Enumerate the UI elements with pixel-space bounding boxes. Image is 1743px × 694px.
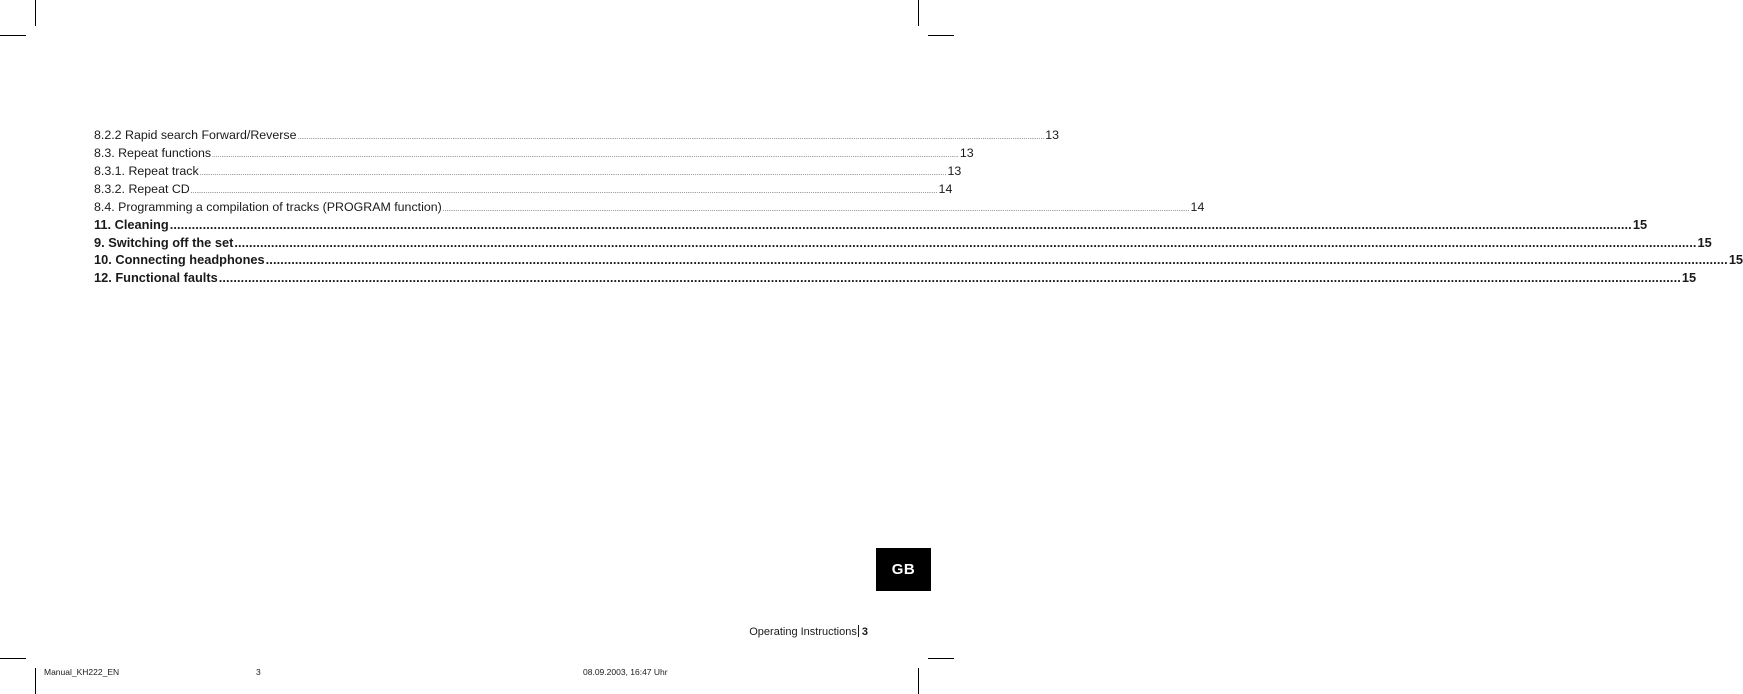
toc-entry-page-number: 14 (938, 182, 953, 196)
toc-dot-leader: ................................................................................................................................................................................................................................................................................................................................................................................................................ (199, 171, 947, 177)
toc-entry-title: 8.2.2 Rapid search Forward/Reverse (94, 128, 297, 142)
toc-entry (94, 269, 1697, 287)
footer-label: Operating Instructions (749, 626, 857, 638)
toc-entry (94, 234, 1712, 252)
crop-mark-top-left-horizontal (0, 35, 26, 36)
language-tab (876, 548, 931, 591)
crop-mark-bottom-right-vertical (918, 668, 919, 694)
toc-entry-title: 8.3. Repeat functions (94, 146, 212, 160)
toc-entry (94, 162, 962, 180)
toc-entry (94, 180, 953, 198)
crop-mark-bottom-left-vertical (35, 668, 36, 694)
toc-entry-page-number: 15 (1632, 217, 1648, 232)
toc-entry-title: 8.3.1. Repeat track (94, 164, 199, 178)
toc-entry (94, 216, 1648, 234)
slug-filename: Manual_KH222_EN (44, 667, 120, 677)
slug-sheet-number: 3 (256, 667, 261, 677)
toc-dot-leader: ................................................................................................................................................................................................................................................................................................................................................................................................................ (169, 217, 1632, 232)
toc-entry-title: 8.3.2. Repeat CD (94, 182, 190, 196)
toc-entry (94, 144, 974, 162)
toc-entry-page-number: 13 (959, 146, 974, 160)
table-of-contents (94, 126, 1743, 287)
crop-mark-bottom-left-horizontal (0, 658, 26, 659)
crop-mark-top-left-vertical (35, 0, 36, 26)
toc-entry-title: 10. Connecting headphones (94, 252, 265, 268)
crop-mark-top-right-horizontal (928, 35, 954, 36)
toc-entry (94, 126, 1060, 144)
toc-entry-page-number: 14 (1190, 200, 1205, 214)
toc-entry (94, 251, 1743, 269)
toc-entry-page-number: 15 (1697, 234, 1712, 250)
language-tab-label: GB (891, 561, 916, 578)
toc-entry-title: 8.4. Programming a compilation of tracks (PROGRAM function) (94, 200, 442, 214)
footer-page-number: 3 (861, 626, 868, 638)
toc-dot-leader: ................................................................................................................................................................................................................................................................................................................................................................................................................ (212, 153, 959, 159)
toc-dot-leader: ................................................................................................................................................................................................................................................................................................................................................................................................................ (218, 270, 1681, 286)
toc-dot-leader: ................................................................................................................................................................................................................................................................................................................................................................................................................ (234, 234, 1697, 250)
toc-entry-title: 12. Functional faults (94, 270, 218, 286)
crop-mark-bottom-right-horizontal (928, 658, 954, 659)
page-footer (749, 625, 868, 638)
toc-dot-leader: ................................................................................................................................................................................................................................................................................................................................................................................................................ (297, 135, 1045, 141)
toc-entry-page-number: 13 (1045, 128, 1060, 142)
footer-separator (858, 625, 859, 637)
toc-entry (94, 198, 1205, 216)
toc-entry-title: 9. Switching off the set (94, 234, 234, 250)
crop-mark-top-right-vertical (918, 0, 919, 26)
toc-entry-page-number: 15 (1681, 270, 1697, 286)
toc-entry-title: 11. Cleaning (94, 217, 169, 232)
toc-dot-leader: ................................................................................................................................................................................................................................................................................................................................................................................................................ (190, 189, 938, 195)
toc-entry-page-number: 13 (947, 164, 962, 178)
slug-timestamp: 08.09.2003, 16:47 Uhr (583, 667, 668, 677)
toc-dot-leader: ................................................................................................................................................................................................................................................................................................................................................................................................................ (265, 252, 1728, 268)
toc-entry-page-number: 15 (1728, 252, 1743, 268)
toc-dot-leader: ................................................................................................................................................................................................................................................................................................................................................................................................................ (442, 207, 1190, 213)
